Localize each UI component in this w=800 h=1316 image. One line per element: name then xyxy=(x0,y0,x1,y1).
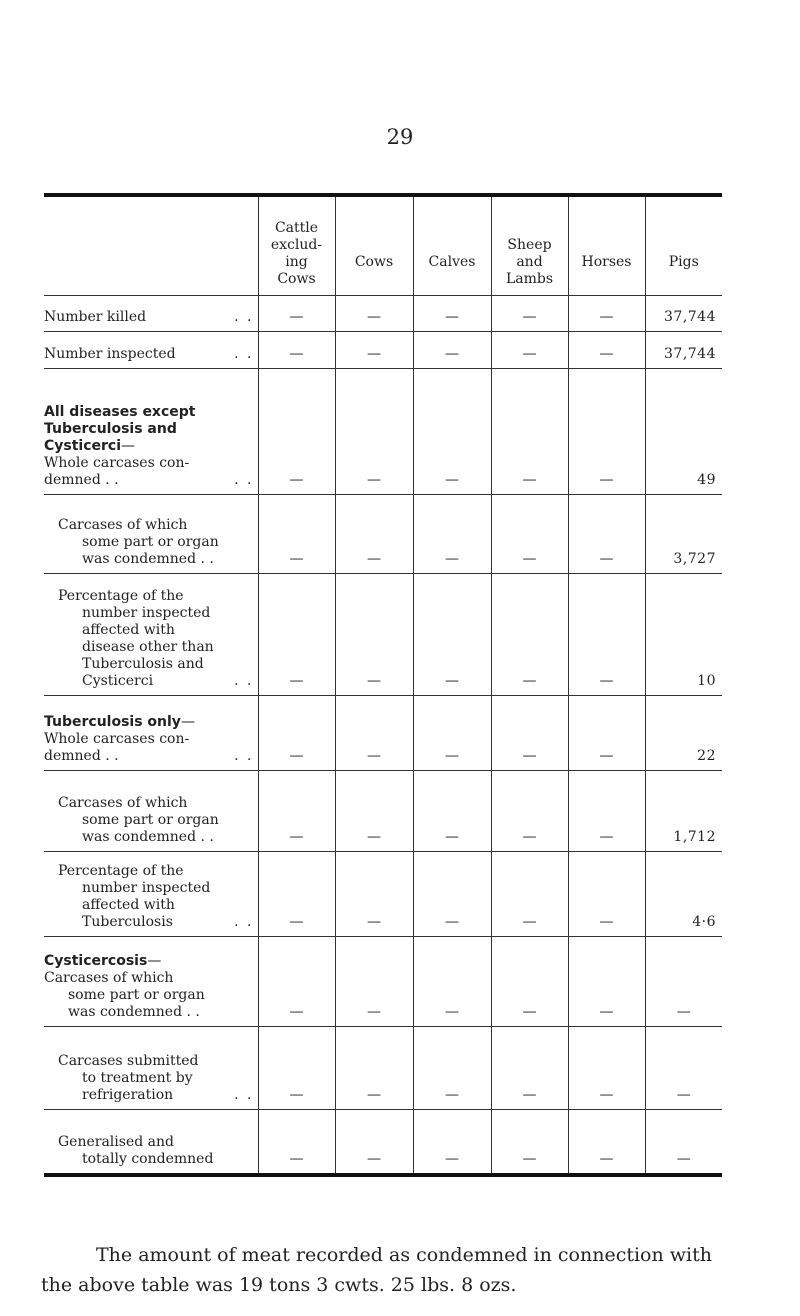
cell-calves: — xyxy=(413,770,491,851)
cell-pigs: 3,727 xyxy=(645,494,722,573)
cell-cattle: — xyxy=(258,1109,335,1173)
table-row-tb-part xyxy=(44,770,722,851)
row-label: Generalised and totally condemned xyxy=(58,1134,214,1167)
cell-calves: — xyxy=(413,695,491,770)
cell-sheep: — xyxy=(491,936,568,1026)
cell-sheep: — xyxy=(491,1026,568,1109)
table-row-tb-percentage xyxy=(44,851,722,936)
cell-cattle: — xyxy=(258,295,335,331)
cell-cows: — xyxy=(335,295,413,331)
cell-calves: — xyxy=(413,331,491,368)
cell-pigs: — xyxy=(645,1026,722,1109)
cell-cows: — xyxy=(335,368,413,494)
cell-horses: — xyxy=(568,368,645,494)
table-row-number-inspected xyxy=(44,331,722,368)
cell-cattle: — xyxy=(258,936,335,1026)
cell-pigs: — xyxy=(645,936,722,1026)
row-label: Cysticercosis— Carcases of which some part or organ was condemned . . xyxy=(44,936,258,1026)
cell-horses: — xyxy=(568,770,645,851)
row-label: Percentage of the number inspected affected with Tuberculosis . . xyxy=(44,851,258,936)
cell-calves: — xyxy=(413,494,491,573)
cell-cows: — xyxy=(335,1109,413,1173)
cell-calves: — xyxy=(413,936,491,1026)
cell-cows: — xyxy=(335,695,413,770)
cell-cattle: — xyxy=(258,851,335,936)
cell-horses: — xyxy=(568,1026,645,1109)
table-header-row xyxy=(44,197,722,295)
cell-cattle: — xyxy=(258,331,335,368)
cell-sheep: — xyxy=(491,295,568,331)
cell-cattle: — xyxy=(258,494,335,573)
footer-paragraph xyxy=(41,1240,736,1300)
cell-cows: — xyxy=(335,494,413,573)
cell-cows: — xyxy=(335,573,413,695)
cell-sheep: — xyxy=(491,851,568,936)
cell-horses: — xyxy=(568,331,645,368)
cell-cattle: — xyxy=(258,770,335,851)
row-label: Percentage of the number inspected affected with disease other than Tuberculosis and Cysticerci . . xyxy=(44,573,258,695)
cell-calves: — xyxy=(413,368,491,494)
cell-pigs: 37,744 xyxy=(645,331,722,368)
row-label: Tuberculosis only— Whole carcases con- demned . . . . xyxy=(44,695,258,770)
cell-cattle: — xyxy=(258,1026,335,1109)
cell-sheep: — xyxy=(491,770,568,851)
table-row-cysticercosis-generalised xyxy=(44,1109,722,1173)
footer-line-2: the above table was 19 tons 3 cwts. 25 lbs. 8 ozs. xyxy=(41,1274,517,1296)
cell-cows: — xyxy=(335,770,413,851)
column-header-calves: Calves xyxy=(413,197,491,295)
footer-line-1: The amount of meat recorded as condemned in connection with xyxy=(96,1244,712,1266)
cell-pigs: 37,744 xyxy=(645,295,722,331)
section-heading-tuberculosis: Tuberculosis only— xyxy=(44,713,195,730)
column-header-cattle: Cattle exclud- ing Cows xyxy=(258,197,335,295)
cell-calves: — xyxy=(413,1109,491,1173)
row-label: Number inspected . . xyxy=(44,331,258,368)
table-row-number-killed xyxy=(44,295,722,331)
row-label: All diseases except Tuberculosis and Cysticerci— Whole carcases con- demned . . . . xyxy=(44,368,258,494)
cell-horses: — xyxy=(568,695,645,770)
cell-sheep: — xyxy=(491,368,568,494)
row-label: Number killed . . xyxy=(44,295,258,331)
column-header-sheep: Sheep and Lambs xyxy=(491,197,568,295)
column-header-horses: Horses xyxy=(568,197,645,295)
cell-pigs: 49 xyxy=(645,368,722,494)
cell-cattle: — xyxy=(258,368,335,494)
cell-pigs: 4·6 xyxy=(645,851,722,936)
condemnation-table xyxy=(44,193,722,1177)
section-heading-all-diseases: All diseases except xyxy=(44,403,196,420)
cell-cows: — xyxy=(335,936,413,1026)
cell-calves: — xyxy=(413,573,491,695)
cell-horses: — xyxy=(568,494,645,573)
cell-horses: — xyxy=(568,1109,645,1173)
table-row-all-diseases-whole xyxy=(44,368,722,494)
cell-sheep: — xyxy=(491,695,568,770)
section-heading-cysticercosis: Cysticercosis— xyxy=(44,952,162,969)
column-header-cows: Cows xyxy=(335,197,413,295)
cell-sheep: — xyxy=(491,331,568,368)
cell-pigs: — xyxy=(645,1109,722,1173)
cell-horses: — xyxy=(568,851,645,936)
cell-sheep: — xyxy=(491,494,568,573)
row-label: Carcases of which some part or organ was condemned . . xyxy=(44,494,258,573)
cell-sheep: — xyxy=(491,1109,568,1173)
column-header-pigs: Pigs xyxy=(645,197,722,295)
cell-cattle: — xyxy=(258,573,335,695)
cell-calves: — xyxy=(413,851,491,936)
cell-calves: — xyxy=(413,295,491,331)
cell-horses: — xyxy=(568,295,645,331)
cell-cows: — xyxy=(335,851,413,936)
cell-horses: — xyxy=(568,936,645,1026)
cell-cows: — xyxy=(335,331,413,368)
header-corner xyxy=(44,197,258,295)
cell-pigs: 22 xyxy=(645,695,722,770)
cell-cows: — xyxy=(335,1026,413,1109)
cell-pigs: 10 xyxy=(645,573,722,695)
cell-cattle: — xyxy=(258,695,335,770)
cell-pigs: 1,712 xyxy=(645,770,722,851)
page-number: 29 xyxy=(386,125,414,149)
table-row-all-diseases-percentage xyxy=(44,573,722,695)
row-label: Carcases of which some part or organ was condemned . . xyxy=(44,770,258,851)
cell-sheep: — xyxy=(491,573,568,695)
cell-horses: — xyxy=(568,573,645,695)
table-row-tb-whole xyxy=(44,695,722,770)
cell-calves: — xyxy=(413,1026,491,1109)
table-row-cysticercosis-refrigeration xyxy=(44,1026,722,1109)
table-row-cysticercosis-part xyxy=(44,936,722,1026)
row-label: Carcases submitted to treatment by refrigeration . . xyxy=(44,1026,258,1109)
table-row-all-diseases-part xyxy=(44,494,722,573)
